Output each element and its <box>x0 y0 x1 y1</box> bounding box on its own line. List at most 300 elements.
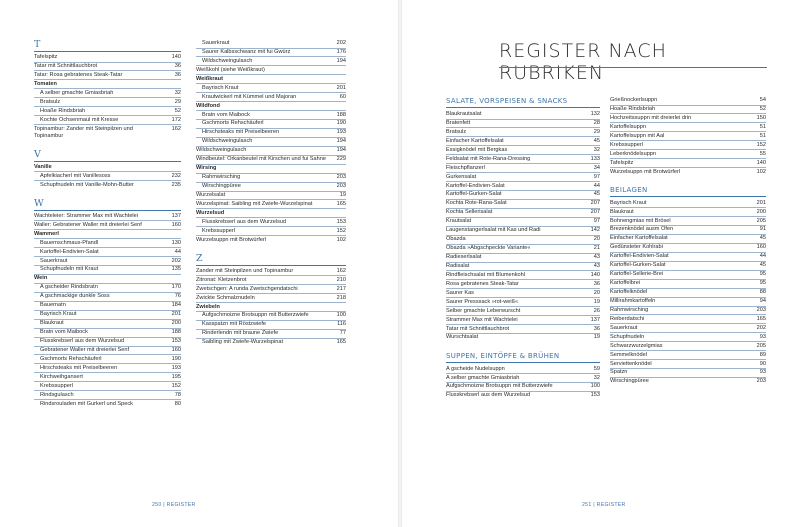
entry-page-number: 132 <box>590 111 600 117</box>
index-category <box>34 164 181 171</box>
entry-title: Windbeutel: Orkanbeutel mit Kirschen und fui Sahne <box>196 156 326 163</box>
index-column-1 <box>34 40 181 408</box>
entry-title: Bauernatn <box>40 302 66 309</box>
index-entry <box>610 235 766 242</box>
index-entry <box>446 392 600 399</box>
entry-title: Zwetschgen: A runda Zwetschgendatschi <box>196 285 298 292</box>
entry-title: Laugenstangerlsalat mit Kas und Radi <box>446 227 541 234</box>
index-entry <box>34 54 181 61</box>
entry-page-number: 44 <box>759 253 766 260</box>
index-entry <box>196 192 346 199</box>
index-entry <box>34 117 181 124</box>
entry-title: Rindsrouladen mit Gurkerl und Speck <box>40 400 133 407</box>
index-entry <box>610 334 766 341</box>
entry-page-number: 116 <box>337 321 346 328</box>
entry-page-number: 150 <box>756 114 766 121</box>
entry-title: Kirchweihgansert <box>40 373 83 380</box>
entry-title: Wirschingpüree <box>610 378 649 385</box>
index-entry <box>34 90 181 97</box>
index-entry <box>610 307 766 314</box>
index-entry <box>34 311 181 318</box>
entry-title: Reiberdatschi <box>610 315 645 322</box>
entry-title: Gschmorts Rehschäuferl <box>40 355 102 362</box>
entry-page-number: 44 <box>593 182 600 189</box>
entry-title: Wurzelspinat: Saibling mit Zwiefe-Wurzelspinat <box>196 200 313 207</box>
index-entry <box>610 378 766 385</box>
entry-page-number: 95 <box>759 271 766 278</box>
entry-title: Tatar: Rosa gebratenes Steak-Tatar <box>34 71 123 78</box>
entry-page-number: 160 <box>171 346 181 353</box>
index-entry <box>34 383 181 390</box>
index-entry <box>446 366 600 373</box>
entry-title: Grießnockerlsuppn <box>610 97 658 103</box>
index-entry <box>446 120 600 127</box>
index-entry <box>34 365 181 372</box>
entry-title: Semmelknödel <box>610 351 647 358</box>
index-entry <box>34 108 181 115</box>
index-entry <box>610 253 766 260</box>
index-category <box>196 304 346 311</box>
entry-title: Kochta Sellerisalat <box>446 209 493 216</box>
index-column-2 <box>196 40 346 346</box>
entry-page-number: 153 <box>171 337 181 344</box>
entry-page-number: 29 <box>174 98 181 105</box>
index-entry <box>196 138 346 145</box>
entry-page-number: 137 <box>590 316 600 323</box>
entry-page-number: 205 <box>756 217 766 224</box>
index-entry <box>34 374 181 381</box>
index-entry <box>196 277 346 284</box>
index-entry <box>196 295 346 302</box>
entry-page-number: 60 <box>339 93 346 100</box>
entry-page-number: 51 <box>759 132 766 139</box>
entry-title: Blaukraut <box>610 208 634 215</box>
entry-page-number: 207 <box>590 200 600 207</box>
entry-page-number: 188 <box>171 329 181 336</box>
entry-page-number: 97 <box>593 173 600 180</box>
entry-page-number: 160 <box>171 221 181 228</box>
entry-page-number: 36 <box>174 62 181 69</box>
entry-title: Gurkensalat <box>446 173 477 180</box>
index-entry <box>446 308 600 315</box>
index-entry <box>446 147 600 154</box>
entry-page-number: 153 <box>336 218 346 225</box>
index-entry <box>610 209 766 216</box>
entry-title: Kartoffel-Gurken-Salat <box>610 262 666 269</box>
entry-title: Krautsalat <box>446 218 472 225</box>
entry-page-number: 20 <box>593 289 600 296</box>
entry-page-number: 34 <box>593 164 600 171</box>
index-category <box>34 231 181 238</box>
entry-page-number: 77 <box>339 330 346 337</box>
index-entry <box>196 129 346 136</box>
entry-title: Wildschweingulasch <box>202 57 253 64</box>
entry-title: Radieserlsalat <box>446 254 482 260</box>
entry-title: Krebssupperl <box>202 227 235 234</box>
entry-page-number: 188 <box>336 111 346 118</box>
index-entry <box>34 213 181 220</box>
footer-right: 251 | REGISTER <box>582 502 626 508</box>
entry-title: Saurer Presssack »rot-weiß« <box>446 298 519 305</box>
entry-page-number: 100 <box>590 383 600 390</box>
index-entry <box>34 338 181 345</box>
index-entry <box>196 201 346 208</box>
index-entry <box>610 218 766 225</box>
entry-title: Gschmorts Rehschäuferl <box>202 120 264 127</box>
entry-page-number: 190 <box>171 355 181 362</box>
entry-page-number: 26 <box>593 307 600 314</box>
entry-title: Tafelspitz <box>610 159 634 166</box>
index-entry <box>446 334 600 341</box>
entry-page-number: 184 <box>171 302 181 309</box>
index-entry <box>34 401 181 408</box>
entry-title: Flusskrebserl aus dem Wurzelsud <box>202 218 287 225</box>
entry-title: Wurschtsalat <box>446 334 479 341</box>
index-entry <box>196 339 346 346</box>
entry-title: Bayrisch Kraut <box>202 84 239 91</box>
entry-page-number: 88 <box>759 289 766 296</box>
section-heading: BEILAGEN <box>610 186 766 197</box>
entry-title: Wirsing <box>196 165 217 172</box>
index-entry <box>34 266 181 273</box>
entry-page-number: 21 <box>593 245 600 252</box>
entry-title: Zitronat: Kletzenbrot <box>196 276 247 283</box>
entry-page-number: 190 <box>336 120 346 127</box>
entry-page-number: 45 <box>593 137 600 144</box>
entry-page-number: 153 <box>590 392 600 399</box>
entry-title: Tafelspitz <box>34 54 58 60</box>
entry-page-number: 152 <box>336 227 346 234</box>
index-entry <box>446 200 600 207</box>
entry-title: Hirschsteaks mit Preiselbeeren <box>40 364 118 371</box>
entry-page-number: 32 <box>593 374 600 381</box>
section-heading: SUPPEN, EINTÖPFE & BRÜHEN <box>446 352 600 363</box>
index-entry <box>610 97 766 104</box>
entry-page-number: 235 <box>171 181 181 188</box>
entry-page-number: 36 <box>593 325 600 332</box>
index-entry <box>446 236 600 243</box>
index-entry <box>446 272 600 279</box>
entry-page-number: 55 <box>759 150 766 157</box>
entry-title: A gscheide Nudelsuppn <box>446 365 505 372</box>
entry-title: Kartoffel-Endivien-Salat <box>446 182 505 189</box>
entry-title: Obazda <box>446 236 466 243</box>
index-letter-heading: W <box>34 199 181 211</box>
entry-title: Kartoffelsuppn mit Aal <box>610 132 665 139</box>
entry-title: Wurzelsalat <box>196 191 226 198</box>
entry-page-number: 137 <box>171 212 181 219</box>
entry-title: Wurzelsuppn mit Brotwürferl <box>196 236 267 243</box>
entry-page-number: 32 <box>593 146 600 153</box>
entry-title: Hoaße Rindsbriah <box>610 105 656 112</box>
entry-title: Rosa gebratenes Steak-Tatar <box>446 280 519 287</box>
entry-page-number: 201 <box>171 311 181 318</box>
entry-title: Schupfnudeln <box>610 333 645 340</box>
entry-title: Spatzn <box>610 369 628 376</box>
index-entry <box>610 280 766 287</box>
index-entry <box>446 174 600 181</box>
entry-page-number: 130 <box>171 239 181 246</box>
entry-page-number: 203 <box>756 306 766 313</box>
entry-title: Vanille <box>34 163 52 170</box>
index-entry <box>196 49 346 56</box>
index-entry <box>446 263 600 270</box>
index-entry <box>446 209 600 216</box>
entry-title: Rinderlendn mit braune Zwiefe <box>202 330 279 337</box>
index-entry <box>196 286 346 293</box>
entry-page-number: 203 <box>336 183 346 189</box>
index-entry <box>610 200 766 207</box>
entry-title: Feldsalat mit Rote-Rana-Dressing <box>446 155 531 162</box>
entry-title: Hochzeitssuppn mit dreierlei drin <box>610 114 692 121</box>
index-entry <box>446 218 600 225</box>
index-entry <box>610 352 766 359</box>
entry-page-number: 232 <box>171 172 181 179</box>
entry-page-number: 193 <box>336 129 346 136</box>
entry-page-number: 207 <box>590 209 600 216</box>
entry-title: Tatar mit Schnittlauchbrot <box>34 62 98 69</box>
index-entry <box>446 245 600 252</box>
entry-title: Brezenknödel ausm Ofen <box>610 226 674 233</box>
entry-page-number: 201 <box>336 84 346 91</box>
entry-page-number: 20 <box>593 236 600 243</box>
entry-title: Rindsgulasch <box>40 391 74 398</box>
entry-title: A gscheider Rindsbratn <box>40 284 98 291</box>
title-rule <box>499 67 767 68</box>
entry-page-number: 93 <box>759 333 766 340</box>
index-entry <box>610 361 766 368</box>
entry-title: Topinambur: Zander mit Steinpilzen und Topinambur <box>34 125 133 139</box>
entry-title: Weißkraut <box>196 75 223 82</box>
entry-page-number: 210 <box>336 276 346 283</box>
entry-title: Flusskrebserl aus dem Wurzelsud <box>446 392 531 399</box>
index-entry <box>610 244 766 251</box>
entry-title: A gschmackige dunkle Soss <box>40 293 110 300</box>
index-entry <box>446 191 600 198</box>
index-entry <box>196 112 346 119</box>
entry-page-number: 200 <box>171 320 181 327</box>
entry-title: Tatar mit Schnittlauchbrot <box>446 325 510 332</box>
entry-title: Strammer Max mit Wachtelei <box>446 316 518 323</box>
entry-page-number: 203 <box>756 378 766 385</box>
index-entry <box>34 258 181 265</box>
index-entry <box>196 268 346 275</box>
entry-title: Bayrisch Kraut <box>610 199 647 206</box>
index-entry <box>196 174 346 181</box>
index-entry <box>610 106 766 113</box>
entry-title: Bratsulz <box>446 128 467 135</box>
entry-title: Wein <box>34 275 48 282</box>
index-entry <box>196 183 346 190</box>
index-entry <box>196 67 346 74</box>
entry-title: Obazda »Abgschpeckte Variante« <box>446 245 531 252</box>
entry-page-number: 45 <box>593 191 600 198</box>
entry-page-number: 100 <box>336 312 346 319</box>
index-entry <box>196 312 346 319</box>
entry-title: Millirahmkartoffeln <box>610 297 656 304</box>
index-entry <box>610 115 766 122</box>
index-entry <box>610 124 766 131</box>
entry-title: Bratenfett <box>446 119 471 126</box>
entry-page-number: 59 <box>593 365 600 372</box>
entry-page-number: 135 <box>171 266 181 273</box>
entry-title: Bratn vom Maibock <box>202 111 250 118</box>
index-entry <box>196 156 346 163</box>
entry-title: Fleischpflanzerl <box>446 164 485 171</box>
index-entry <box>34 63 181 70</box>
index-entry <box>446 290 600 297</box>
entry-title: Serviettenknödel <box>610 360 652 367</box>
index-category <box>196 103 346 110</box>
entry-page-number: 93 <box>759 369 766 376</box>
index-entry <box>610 160 766 167</box>
entry-page-number: 94 <box>759 297 766 304</box>
entry-page-number: 45 <box>759 235 766 242</box>
entry-page-number: 19 <box>339 191 346 198</box>
index-entry <box>610 289 766 296</box>
entry-page-number: 19 <box>593 298 600 305</box>
entry-page-number: 162 <box>336 267 346 274</box>
entry-page-number: 29 <box>593 128 600 135</box>
entry-page-number: 91 <box>759 226 766 233</box>
index-entry <box>196 40 346 47</box>
entry-title: Krautwickerl mit Kümmel und Majoran <box>202 93 297 100</box>
index-entry <box>196 330 346 337</box>
index-letter-heading: T <box>34 40 181 52</box>
entry-title: Einfacher Kartoffelsalat <box>610 235 668 242</box>
entry-page-number: 162 <box>171 125 181 132</box>
index-entry <box>446 156 600 163</box>
entry-title: Selber gmachte Leberwurscht <box>446 307 521 314</box>
entry-page-number: 78 <box>174 391 181 398</box>
entry-page-number: 36 <box>174 71 181 78</box>
entry-title: Kochte Ochsenmaul mit Kresse <box>40 116 119 123</box>
entry-page-number: 102 <box>336 236 346 243</box>
index-entry <box>196 94 346 101</box>
entry-page-number: 52 <box>759 105 766 112</box>
entry-title: Flusskrebserl aus dem Wurzelsud <box>40 337 125 344</box>
entry-title: Wildschweingulasch <box>196 147 247 154</box>
index-entry <box>446 111 600 118</box>
entry-title: Kartoffel-Endivien-Salat <box>610 253 669 260</box>
index-entry <box>610 271 766 278</box>
entry-title: Wurzelsud <box>196 209 225 216</box>
entry-title: Tomaten <box>34 80 57 87</box>
index-entry <box>34 222 181 229</box>
index-entry <box>610 343 766 350</box>
index-entry <box>446 299 600 306</box>
entry-page-number: 140 <box>756 159 766 166</box>
entry-title: Sauerkraut <box>202 40 230 46</box>
index-entry <box>446 183 600 190</box>
footer-left: 250 | REGISTER <box>152 502 196 508</box>
entry-page-number: 165 <box>336 339 346 346</box>
index-entry <box>446 165 600 172</box>
entry-page-number: 218 <box>336 294 346 301</box>
entry-page-number: 229 <box>336 156 346 163</box>
entry-page-number: 176 <box>336 48 346 55</box>
entry-page-number: 203 <box>336 174 346 181</box>
index-entry <box>446 254 600 261</box>
index-entry <box>446 326 600 333</box>
entry-title: Apfelkiacherl mit Vanillesoss <box>40 172 111 179</box>
entry-title: Wachteleier: Strammer Max mit Wachtelei <box>34 212 139 219</box>
entry-page-number: 194 <box>336 57 346 64</box>
entry-title: Kartoffelsuppn <box>610 123 646 130</box>
entry-title: Rahmwirsching <box>610 306 649 313</box>
entry-page-number: 32 <box>174 89 181 96</box>
index-entry <box>610 369 766 376</box>
entry-page-number: 140 <box>590 271 600 278</box>
index-entry <box>34 302 181 309</box>
index-category <box>196 165 346 172</box>
entry-title: Gebratener Waller mit dreierlei Senf <box>40 346 130 353</box>
index-entry <box>196 219 346 226</box>
entry-page-number: 202 <box>171 257 181 264</box>
entry-title: Zander mit Steinpilzen und Topinambur <box>196 267 294 274</box>
index-entry <box>446 138 600 145</box>
index-entry <box>610 151 766 158</box>
index-entry <box>34 173 181 180</box>
entry-page-number: 217 <box>336 285 346 292</box>
entry-title: Kartoffelbrei <box>610 280 641 287</box>
index-letter-heading: V <box>34 150 181 162</box>
entry-page-number: 172 <box>171 116 181 123</box>
entry-page-number: 89 <box>759 351 766 358</box>
entry-title: Waller: Gebratener Waller mit dreierlei Senf <box>34 221 142 228</box>
index-entry <box>196 120 346 127</box>
index-category <box>196 210 346 217</box>
entry-page-number: 152 <box>756 141 766 148</box>
entry-page-number: 52 <box>174 107 181 114</box>
index-entry <box>34 320 181 327</box>
entry-title: Zwickte Schmalznudeln <box>196 294 255 301</box>
section-heading: SALATE, VORSPEISEN & SNACKS <box>446 97 600 108</box>
entry-title: A selber gmachte Gmiasbriah <box>40 89 114 96</box>
index-entry <box>196 58 346 65</box>
entry-page-number: 133 <box>590 155 600 162</box>
entry-title: Krebssupperl <box>610 141 643 148</box>
entry-title: Gedünsteter Kohlrabi <box>610 244 663 251</box>
index-entry <box>446 227 600 234</box>
index-entry <box>610 298 766 305</box>
entry-title: Schupfnudeln mit Kraut <box>40 266 99 273</box>
index-entry <box>610 226 766 233</box>
index-category <box>34 275 181 282</box>
index-entry <box>34 293 181 300</box>
entry-page-number: 202 <box>756 324 766 331</box>
entry-title: Wirschingpüree <box>202 183 241 189</box>
entry-title: Sauerkraut <box>40 257 68 264</box>
entry-title: Hoaße Rindsbriah <box>40 107 86 114</box>
index-entry <box>34 249 181 256</box>
entry-page-number: 194 <box>336 138 346 145</box>
index-entry <box>34 99 181 106</box>
entry-title: Sauerkraut <box>610 324 638 331</box>
entry-page-number: 76 <box>174 293 181 300</box>
index-entry <box>610 316 766 323</box>
index-entry <box>196 147 346 154</box>
entry-page-number: 152 <box>171 382 181 389</box>
entry-page-number: 201 <box>756 199 766 206</box>
entry-title: Kartoffel-Sellerie-Brei <box>610 271 664 278</box>
index-entry <box>610 325 766 332</box>
index-entry <box>446 317 600 324</box>
entry-title: Wammerl <box>34 230 59 237</box>
entry-page-number: 140 <box>171 54 181 60</box>
entry-title: Zwiebeln <box>196 303 220 310</box>
entry-page-number: 19 <box>593 334 600 341</box>
